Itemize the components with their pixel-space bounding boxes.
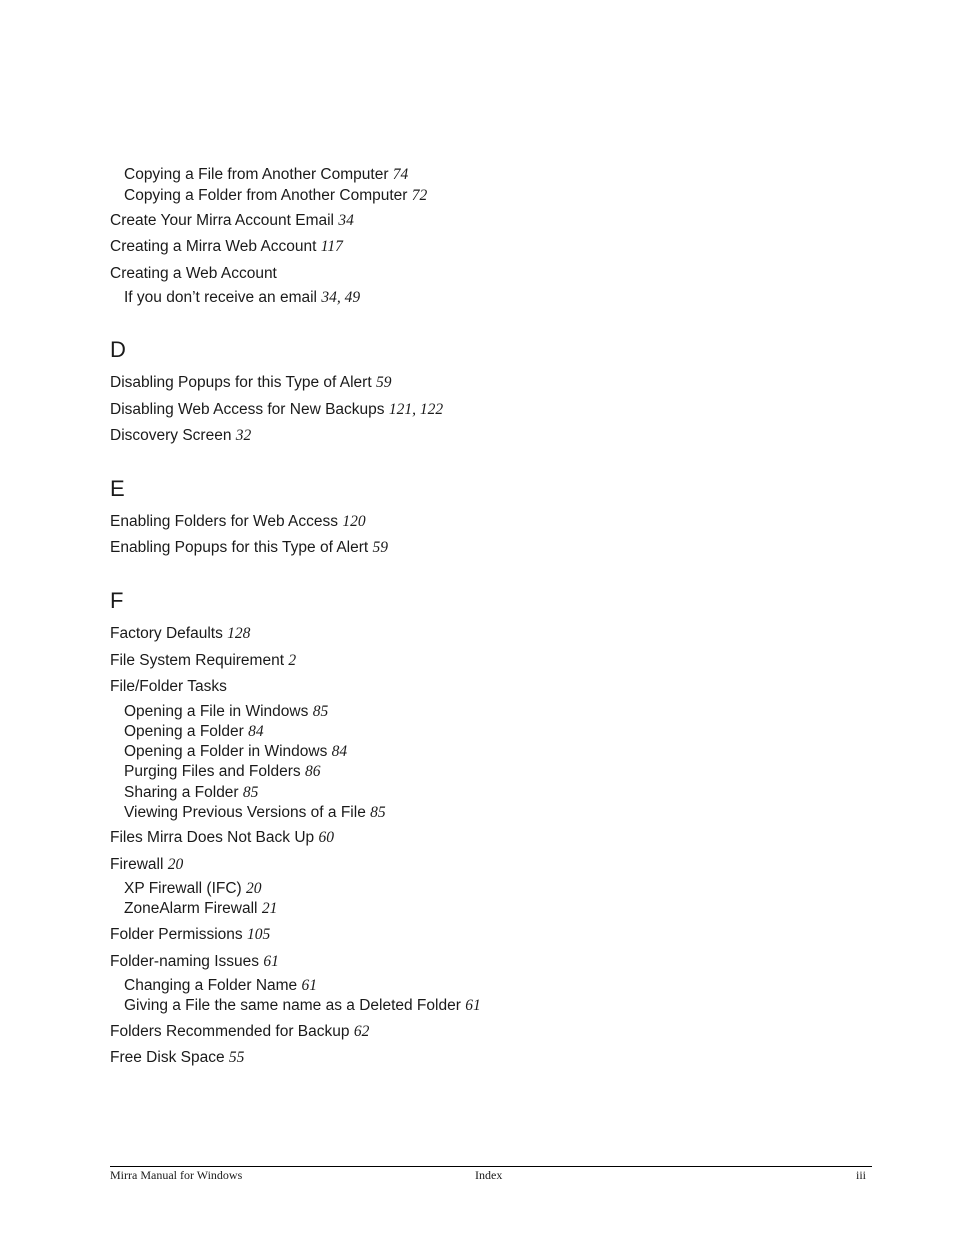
index-entry: Create Your Mirra Account Email 34 bbox=[110, 212, 354, 229]
page-ref: 32 bbox=[235, 427, 252, 444]
page-ref: 59 bbox=[372, 539, 389, 556]
page-ref: 74 bbox=[392, 166, 409, 183]
index-entry: Opening a Folder in Windows 84 bbox=[124, 743, 348, 760]
index-entry: Copying a File from Another Computer 74 bbox=[124, 166, 409, 183]
page-ref: 61 bbox=[263, 953, 279, 970]
page-ref: 84 bbox=[248, 723, 264, 740]
page-ref: 105 bbox=[246, 926, 271, 943]
index-entry: Discovery Screen 32 bbox=[110, 427, 252, 444]
page-ref: 61 bbox=[301, 977, 317, 994]
index-entry: ZoneAlarm Firewall 21 bbox=[124, 900, 278, 917]
page-ref: 60 bbox=[318, 829, 334, 846]
index-entry: Changing a Folder Name 61 bbox=[124, 977, 317, 994]
index-entry: Opening a File in Windows 85 bbox=[124, 703, 329, 720]
page-ref: 85 bbox=[312, 703, 329, 720]
page-ref: 121, 122 bbox=[388, 401, 444, 418]
footer-manual-title: Mirra Manual for Windows bbox=[110, 1168, 243, 1182]
footer-rule bbox=[110, 1166, 872, 1167]
section-letter: D bbox=[110, 337, 126, 362]
index-entry: Enabling Popups for this Type of Alert 59 bbox=[110, 539, 389, 556]
index-entry: Enabling Folders for Web Access 120 bbox=[110, 513, 366, 530]
page-ref: 59 bbox=[375, 374, 392, 391]
index-entry: Creating a Mirra Web Account 117 bbox=[110, 238, 343, 255]
page-ref: 85 bbox=[370, 804, 386, 821]
page-ref: 34, 49 bbox=[321, 289, 361, 306]
index-entry: Creating a Web Account bbox=[110, 265, 277, 282]
index-entry: Purging Files and Folders 86 bbox=[124, 763, 321, 780]
section-letter: E bbox=[110, 476, 125, 501]
index-entry: Giving a File the same name as a Deleted Folder 61 bbox=[124, 997, 481, 1014]
page-ref: 86 bbox=[304, 763, 321, 780]
page-ref: 85 bbox=[242, 784, 259, 801]
index-entry: Viewing Previous Versions of a File 85 bbox=[124, 804, 386, 821]
section-letter: F bbox=[110, 588, 124, 613]
index-entry: Free Disk Space 55 bbox=[110, 1049, 245, 1066]
index-entry: Folders Recommended for Backup 62 bbox=[110, 1023, 370, 1040]
page-ref: 61 bbox=[465, 997, 481, 1014]
page-ref: 72 bbox=[411, 187, 428, 204]
index-entry: Disabling Web Access for New Backups 121, 122 bbox=[110, 401, 444, 418]
index-entry: XP Firewall (IFC) 20 bbox=[124, 880, 262, 897]
page-ref: 128 bbox=[227, 625, 251, 642]
page-ref: 84 bbox=[331, 743, 348, 760]
footer-section: Index bbox=[475, 1168, 503, 1182]
index-entry: Opening a Folder 84 bbox=[124, 723, 264, 740]
index-entry: Sharing a Folder 85 bbox=[124, 784, 259, 801]
page-ref: 117 bbox=[320, 238, 343, 255]
index-entry: Folder Permissions 105 bbox=[110, 926, 271, 943]
page-ref: 62 bbox=[353, 1023, 370, 1040]
footer-page-number: iii bbox=[855, 1168, 866, 1182]
index-entry: If you don’t receive an email 34, 49 bbox=[124, 289, 361, 306]
index-entry: File System Requirement 2 bbox=[110, 652, 297, 669]
page-ref: 21 bbox=[261, 900, 278, 917]
index-entry: Copying a Folder from Another Computer 72 bbox=[124, 187, 428, 204]
page-ref: 34 bbox=[338, 212, 354, 229]
index-entry: Files Mirra Does Not Back Up 60 bbox=[110, 829, 334, 846]
page-ref: 20 bbox=[246, 880, 262, 897]
index-entry: Factory Defaults 128 bbox=[110, 625, 251, 642]
index-entry: File/Folder Tasks bbox=[110, 678, 227, 695]
page-ref: 2 bbox=[288, 652, 297, 669]
index-entry: Disabling Popups for this Type of Alert 59 bbox=[110, 374, 392, 391]
page-ref: 20 bbox=[167, 856, 184, 873]
page-ref: 55 bbox=[228, 1049, 245, 1066]
index-entry: Folder-naming Issues 61 bbox=[110, 953, 279, 970]
page-ref: 120 bbox=[342, 513, 366, 530]
index-entry: Firewall 20 bbox=[110, 856, 184, 873]
